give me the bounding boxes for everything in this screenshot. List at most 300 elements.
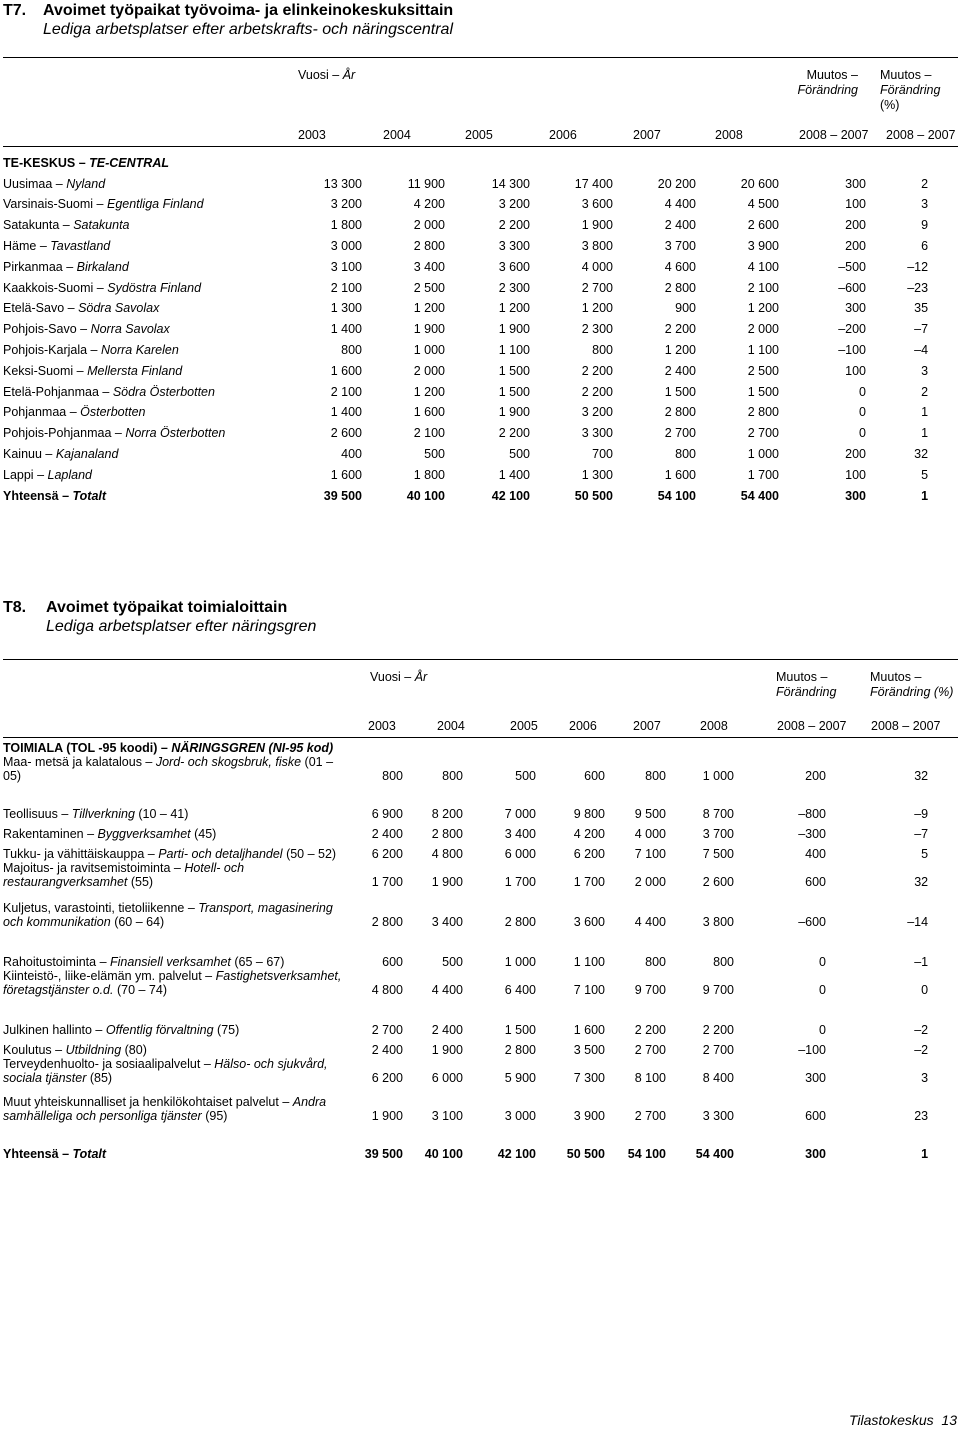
value-cell: –600 — [838, 280, 866, 295]
table-row — [3, 295, 928, 316]
change-header-sv: Förändring — [797, 83, 858, 97]
label-fi: Koulutus — [3, 1043, 52, 1057]
value-cell: 1 400 — [330, 405, 362, 420]
table-row — [3, 253, 928, 274]
value-cell: 9 800 — [573, 807, 605, 821]
value-cell: 35 — [914, 301, 929, 316]
value-cell: 1 700 — [371, 875, 403, 889]
change-pct-header-sv: Förändring — [880, 83, 941, 97]
value-cell: 7 000 — [504, 807, 536, 821]
value-cell: 54 100 — [627, 1147, 666, 1161]
value-cell: 2 200 — [581, 363, 613, 378]
value-cell: 2 — [921, 384, 929, 399]
title-finnish: Avoimet työpaikat toimialoittain — [46, 599, 288, 616]
change-pct-header-fi: Muutos — [880, 68, 921, 82]
label-sv: Transport, magasinering och kommunikation — [3, 901, 333, 929]
value-cell: 300 — [805, 1071, 826, 1085]
value-cell: 3 400 — [413, 259, 445, 274]
value-cell: 4 200 — [573, 827, 605, 841]
value-cell: 3 700 — [702, 827, 734, 841]
value-cell: –1 — [914, 955, 929, 969]
change-header-sv: Förändring — [776, 685, 837, 699]
value-cell: 2 500 — [413, 280, 445, 295]
value-cell: 500 — [442, 955, 463, 969]
change-col: 2008 – 2007 — [799, 128, 869, 142]
value-cell: 9 700 — [702, 983, 734, 997]
label-sv: Kajanaland — [55, 446, 119, 461]
value-cell: 0 — [819, 983, 826, 997]
value-cell: 2 700 — [664, 426, 696, 441]
value-cell: 2 200 — [581, 384, 613, 399]
value-cell: –23 — [907, 280, 929, 295]
value-cell: 4 800 — [431, 847, 463, 861]
value-cell: 1 000 — [504, 955, 536, 969]
value-cell: 2 800 — [371, 915, 403, 929]
table-row — [3, 419, 928, 440]
label-fi: Teollisuus — [3, 807, 58, 821]
value-cell: 1 300 — [330, 301, 362, 316]
value-cell: 3 — [921, 363, 929, 378]
value-cell: 7 300 — [573, 1071, 605, 1085]
table-t8 — [3, 737, 928, 1161]
value-cell: 2 800 — [504, 1043, 536, 1057]
value-cell: 400 — [805, 847, 826, 861]
value-cell: 13 300 — [323, 176, 362, 191]
value-cell: 3 200 — [581, 405, 613, 420]
value-cell: 2 400 — [431, 1023, 463, 1037]
value-cell: 2 700 — [371, 1023, 403, 1037]
year-col-2005: 2005 — [510, 719, 538, 733]
value-cell: 2 500 — [747, 363, 779, 378]
value-cell: 9 500 — [634, 807, 666, 821]
value-cell: 1 600 — [573, 1023, 605, 1037]
value-cell: 1 200 — [413, 384, 445, 399]
value-cell: 2 700 — [702, 1043, 734, 1057]
section-fi: TE-KESKUS — [3, 155, 76, 170]
value-cell: 6 200 — [371, 847, 403, 861]
value-cell: 3 200 — [498, 197, 530, 212]
value-cell: 200 — [805, 769, 826, 783]
table-row — [3, 336, 928, 357]
year-col-2004: 2004 — [437, 719, 465, 733]
value-cell: 4 400 — [634, 915, 666, 929]
value-cell: 3 — [921, 197, 929, 212]
table-row — [3, 821, 928, 841]
value-cell: 0 — [819, 955, 826, 969]
value-cell: 1 700 — [573, 875, 605, 889]
value-cell: 900 — [675, 301, 696, 316]
table-row — [3, 211, 928, 232]
row-label: Uusimaa – Nyland — [3, 176, 106, 191]
value-cell: 800 — [675, 446, 696, 461]
change-pct-col: 2008 – 2007 — [871, 719, 941, 733]
row-label: Tukku- ja vähittäiskauppa – Parti- och detaljhandel (50 – 52) — [3, 847, 337, 861]
table-t7 — [3, 149, 928, 503]
value-cell: 2 600 — [702, 875, 734, 889]
value-cell: 0 — [921, 983, 929, 997]
change-pct-header: Muutos – Förändring (%) — [870, 670, 954, 699]
row-label: Satakunta – Satakunta — [3, 218, 130, 233]
value-cell: 2 700 — [634, 1109, 666, 1123]
value-cell: 1 900 — [413, 322, 445, 337]
value-cell: 2 800 — [431, 827, 463, 841]
value-cell: 8 700 — [702, 807, 734, 821]
value-cell: 8 100 — [634, 1071, 666, 1085]
label-fi: Satakunta — [3, 218, 60, 233]
year-header-fi: Vuosi — [298, 68, 329, 82]
value-cell: 1 400 — [498, 467, 530, 482]
label-sv: Byggverksamhet — [97, 827, 191, 841]
value-cell: 1 900 — [498, 405, 530, 420]
label-sv: Egentliga Finland — [106, 197, 204, 212]
years-header-row — [0, 128, 960, 144]
row-label: Pohjois-Pohjanmaa – Norra Österbotten — [3, 426, 226, 441]
value-cell: 2 000 — [634, 875, 666, 889]
value-cell: 300 — [845, 176, 866, 191]
value-cell: 2 300 — [581, 322, 613, 337]
value-cell: 800 — [713, 955, 734, 969]
section-header-row — [3, 737, 928, 755]
label-code: (85) — [89, 1071, 113, 1085]
value-cell: 1 500 — [498, 384, 530, 399]
label-fi: Pohjois-Karjala — [3, 342, 88, 357]
value-cell: 4 100 — [747, 259, 779, 274]
table-row — [3, 232, 928, 253]
value-cell: 100 — [845, 363, 866, 378]
value-cell: 3 000 — [330, 238, 362, 253]
value-cell: 3 300 — [702, 1109, 734, 1123]
change-col: 2008 – 2007 — [777, 719, 847, 733]
label-fi: Rakentaminen — [3, 827, 84, 841]
value-cell: 1 100 — [498, 342, 530, 357]
table-row — [3, 357, 928, 378]
value-cell: 20 200 — [657, 176, 696, 191]
change-pct-unit: (%) — [880, 98, 900, 112]
value-cell: 200 — [845, 238, 866, 253]
value-cell: –300 — [798, 827, 826, 841]
value-cell: 2 200 — [664, 322, 696, 337]
label-sv: Tavastland — [50, 238, 111, 253]
value-cell: 1 400 — [330, 322, 362, 337]
value-cell: 2 600 — [330, 426, 362, 441]
value-cell: 800 — [592, 342, 613, 357]
label-sv: Tillverkning — [71, 807, 135, 821]
label-sv: Finansiell verksamhet — [110, 955, 231, 969]
label-fi: Rahoitustoiminta — [3, 955, 97, 969]
row-label: Kuljetus, varastointi, tietoliikenne – Transport, magasinering och kommunikation (60 – 64) — [3, 901, 333, 929]
value-cell: 3 400 — [431, 915, 463, 929]
row-label: Pohjois-Savo – Norra Savolax — [3, 322, 170, 337]
value-cell: 800 — [645, 769, 666, 783]
value-cell: 50 500 — [574, 488, 613, 503]
label-fi: Etelä-Savo — [3, 301, 65, 316]
value-cell: –7 — [914, 827, 929, 841]
value-cell: 1 200 — [581, 301, 613, 316]
value-cell: 2 100 — [330, 280, 362, 295]
year-col-2007: 2007 — [633, 128, 661, 142]
label-code: (80) — [124, 1043, 147, 1057]
value-cell: 800 — [442, 769, 463, 783]
year-col-2006: 2006 — [569, 719, 597, 733]
value-cell: 5 900 — [504, 1071, 536, 1085]
value-cell: 1 600 — [413, 405, 445, 420]
value-cell: 600 — [805, 1109, 826, 1123]
label-fi: Lappi — [3, 467, 34, 482]
value-cell: 32 — [914, 875, 929, 889]
label-sv: Sydöstra Finland — [107, 280, 202, 295]
change-pct-col: 2008 – 2007 — [886, 128, 956, 142]
value-cell: 2 400 — [371, 827, 403, 841]
value-cell: 11 900 — [407, 176, 445, 191]
value-cell: 2 000 — [747, 322, 779, 337]
row-label: Varsinais-Suomi – Egentliga Finland — [3, 197, 204, 212]
label-fi: Pohjois-Savo — [3, 322, 77, 337]
value-cell: 7 100 — [573, 983, 605, 997]
table-t8-title — [3, 598, 316, 636]
label-sv: Norra Karelen — [100, 342, 179, 357]
table-number: T7. — [3, 2, 27, 19]
row-label: Julkinen hallinto – Offentlig förvaltning (75) — [3, 1023, 240, 1037]
table-t7-title — [3, 1, 453, 39]
year-col-2008: 2008 — [715, 128, 743, 142]
label-sv: Parti- och detaljhandel — [158, 847, 283, 861]
value-cell: 0 — [859, 405, 866, 420]
value-cell: 6 000 — [504, 847, 536, 861]
table-row — [3, 440, 928, 461]
value-cell: –2 — [914, 1043, 929, 1057]
value-cell: 54 400 — [695, 1147, 734, 1161]
value-cell: 32 — [914, 769, 929, 783]
value-cell: 54 100 — [657, 488, 696, 503]
table-row — [3, 783, 928, 821]
year-col-2007: 2007 — [633, 719, 661, 733]
table-row — [3, 461, 928, 482]
value-cell: 1 — [921, 426, 929, 441]
value-cell: 6 400 — [504, 983, 536, 997]
label-sv: Nyland — [66, 176, 106, 191]
value-cell: 1 700 — [747, 467, 779, 482]
value-cell: 4 200 — [413, 197, 445, 212]
value-cell: 4 000 — [634, 827, 666, 841]
value-cell: 1 500 — [504, 1023, 536, 1037]
label-fi: Terveydenhuolto- ja sosiaalipalvelut — [3, 1057, 201, 1071]
row-label: Maa- metsä ja kalatalous – Jord- och skogsbruk, fiske (01 – 05) — [3, 755, 334, 783]
value-cell: 1 000 — [413, 342, 445, 357]
label-sv: Birkaland — [76, 259, 129, 274]
label-fi: Varsinais-Suomi — [3, 197, 94, 212]
value-cell: 9 — [921, 218, 929, 233]
value-cell: 1 — [921, 1147, 929, 1161]
value-cell: 4 500 — [747, 197, 779, 212]
value-cell: 4 000 — [581, 259, 613, 274]
value-cell: 2 400 — [664, 218, 696, 233]
label-fi: Etelä-Pohjanmaa — [3, 384, 99, 399]
table-row — [3, 191, 928, 212]
value-cell: 1 300 — [581, 467, 613, 482]
value-cell: 500 — [509, 446, 530, 461]
value-cell: 600 — [805, 875, 826, 889]
section-sv: TE-CENTRAL — [89, 155, 169, 170]
value-cell: 1 500 — [498, 363, 530, 378]
row-label: Majoitus- ja ravitsemistoiminta – Hotell- och restaurangverksamhet (55) — [3, 861, 245, 889]
label-fi: Uusimaa — [3, 176, 53, 191]
publisher-name: Tilastokeskus — [848, 1412, 934, 1428]
label-sv: Norra Savolax — [90, 322, 170, 337]
value-cell: 39 500 — [364, 1147, 403, 1161]
value-cell: 1 900 — [371, 1109, 403, 1123]
value-cell: 0 — [819, 1023, 826, 1037]
value-cell: 1 000 — [702, 769, 734, 783]
value-cell: 300 — [805, 1147, 826, 1161]
table-row — [3, 399, 928, 420]
label-fi: Yhteensä — [3, 1147, 59, 1161]
value-cell: 7 100 — [634, 847, 666, 861]
label-fi: Julkinen hallinto — [3, 1023, 92, 1037]
value-cell: –7 — [914, 322, 929, 337]
section-fi: TOIMIALA (TOL -95 koodi) — [3, 741, 158, 755]
value-cell: 1 900 — [498, 322, 530, 337]
value-cell: 1 — [921, 405, 929, 420]
change-header-fi: Muutos — [806, 68, 848, 82]
section-header-row — [3, 149, 928, 170]
label-fi: Häme — [3, 238, 37, 253]
label-code: (65 – 67) — [234, 955, 285, 969]
value-cell: –4 — [914, 342, 929, 357]
header-bottom-rule — [3, 146, 958, 147]
year-header-sv: År — [414, 670, 428, 684]
year-col-2003: 2003 — [298, 128, 326, 142]
table-row — [3, 889, 928, 929]
label-sv: Satakunta — [73, 218, 130, 233]
value-cell: 1 — [921, 488, 929, 503]
value-cell: 2 600 — [747, 218, 779, 233]
value-cell: 3 900 — [573, 1109, 605, 1123]
label-sv: Lapland — [47, 467, 92, 482]
value-cell: 6 900 — [371, 807, 403, 821]
value-cell: 2 200 — [634, 1023, 666, 1037]
value-cell: 2 800 — [664, 280, 696, 295]
value-cell: 3 500 — [573, 1043, 605, 1057]
label-sv: Fastighetsverksamhet, företagstjänster o.d. — [3, 969, 342, 997]
value-cell: 1 600 — [330, 363, 362, 378]
row-label: Keksi-Suomi – Mellersta Finland — [3, 363, 183, 378]
label-sv: Hotell- och restaurangverksamhet — [3, 861, 245, 889]
value-cell: 3 900 — [747, 238, 779, 253]
value-cell: 1 100 — [747, 342, 779, 357]
row-label: Kaakkois-Suomi – Sydöstra Finland — [3, 280, 202, 295]
table-row — [3, 315, 928, 336]
value-cell: 42 100 — [491, 488, 530, 503]
value-cell: 500 — [515, 769, 536, 783]
value-cell: 0 — [859, 426, 866, 441]
value-cell: 5 — [921, 847, 929, 861]
table-row — [3, 755, 928, 783]
label-sv: Hälso- och sjukvård, sociala tjänster — [3, 1057, 328, 1085]
value-cell: 1 600 — [330, 467, 362, 482]
value-cell: 800 — [645, 955, 666, 969]
label-fi: Keksi-Suomi — [3, 363, 74, 378]
label-sv: Utbildning — [65, 1043, 122, 1057]
table-row — [3, 1057, 928, 1085]
value-cell: 6 — [921, 238, 929, 253]
value-cell: 6 200 — [371, 1071, 403, 1085]
section-sv: NÄRINGSGREN (NI-95 kod) — [171, 741, 334, 755]
change-pct-header-fi: Muutos — [870, 670, 911, 684]
value-cell: 9 700 — [634, 983, 666, 997]
value-cell: 3 100 — [330, 259, 362, 274]
label-fi: Maa- metsä ja kalatalous — [3, 755, 142, 769]
value-cell: 1 200 — [498, 301, 530, 316]
label-code: (50 – 52) — [286, 847, 337, 861]
label-code: (10 – 41) — [138, 807, 189, 821]
value-cell: 1 200 — [747, 301, 779, 316]
label-fi: Pohjanmaa — [3, 405, 67, 420]
page-number: 13 — [941, 1412, 957, 1428]
label-code: (45) — [194, 827, 217, 841]
row-label: Muut yhteiskunnalliset ja henkilökohtaiset palvelut – Andra samhälleliga och personliga tjänster (95) — [3, 1095, 327, 1123]
value-cell: 100 — [845, 197, 866, 212]
value-cell: 3 300 — [498, 238, 530, 253]
value-cell: –9 — [914, 807, 929, 821]
value-cell: 50 500 — [566, 1147, 605, 1161]
value-cell: 3 800 — [702, 915, 734, 929]
value-cell: 8 200 — [431, 807, 463, 821]
row-label: Yhteensä – Totalt — [3, 488, 107, 503]
value-cell: 3 000 — [504, 1109, 536, 1123]
label-sv: Andra samhälleliga och personliga tjänster — [3, 1095, 327, 1123]
row-label: Koulutus – Utbildning (80) — [3, 1043, 147, 1057]
value-cell: –2 — [914, 1023, 929, 1037]
label-sv: Södra Savolax — [78, 301, 160, 316]
table-row — [3, 969, 928, 997]
row-label: Kainuu – Kajanaland — [3, 446, 119, 461]
value-cell: 14 300 — [491, 176, 530, 191]
total-row — [3, 1123, 928, 1161]
years-header-row — [0, 719, 960, 735]
label-sv: Österbotten — [80, 405, 146, 420]
label-fi: Kiinteistö-, liike-elämän ym. palvelut — [3, 969, 202, 983]
label-sv: Totalt — [72, 488, 107, 503]
value-cell: 40 100 — [424, 1147, 463, 1161]
table-row — [3, 274, 928, 295]
value-cell: 2 000 — [413, 218, 445, 233]
value-cell: –14 — [907, 915, 929, 929]
label-code: (70 – 74) — [116, 983, 167, 997]
value-cell: 2 700 — [581, 280, 613, 295]
value-cell: 20 600 — [740, 176, 779, 191]
value-cell: 100 — [845, 467, 866, 482]
row-label: Pirkanmaa – Birkaland — [3, 259, 129, 274]
value-cell: 2 — [921, 176, 929, 191]
row-label: Lappi – Lapland — [3, 467, 92, 482]
value-cell: 3 200 — [330, 197, 362, 212]
label-sv: Norra Österbotten — [125, 426, 226, 441]
value-cell: 3 600 — [498, 259, 530, 274]
row-label: Teollisuus – Tillverkning (10 – 41) — [3, 807, 189, 821]
value-cell: 4 800 — [371, 983, 403, 997]
value-cell: 4 400 — [431, 983, 463, 997]
label-sv: Södra Österbotten — [112, 384, 215, 399]
value-cell: 3 300 — [581, 426, 613, 441]
row-label: Kiinteistö-, liike-elämän ym. palvelut – Fastighetsverksamhet, företagstjänster o.d. (70 – 74) — [3, 969, 342, 997]
value-cell: 600 — [584, 769, 605, 783]
table-row — [3, 1085, 928, 1123]
page-footer — [849, 1412, 957, 1428]
year-header: Vuosi – År — [298, 68, 356, 82]
value-cell: –500 — [838, 259, 866, 274]
value-cell: 1 600 — [664, 467, 696, 482]
value-cell: 2 400 — [371, 1043, 403, 1057]
